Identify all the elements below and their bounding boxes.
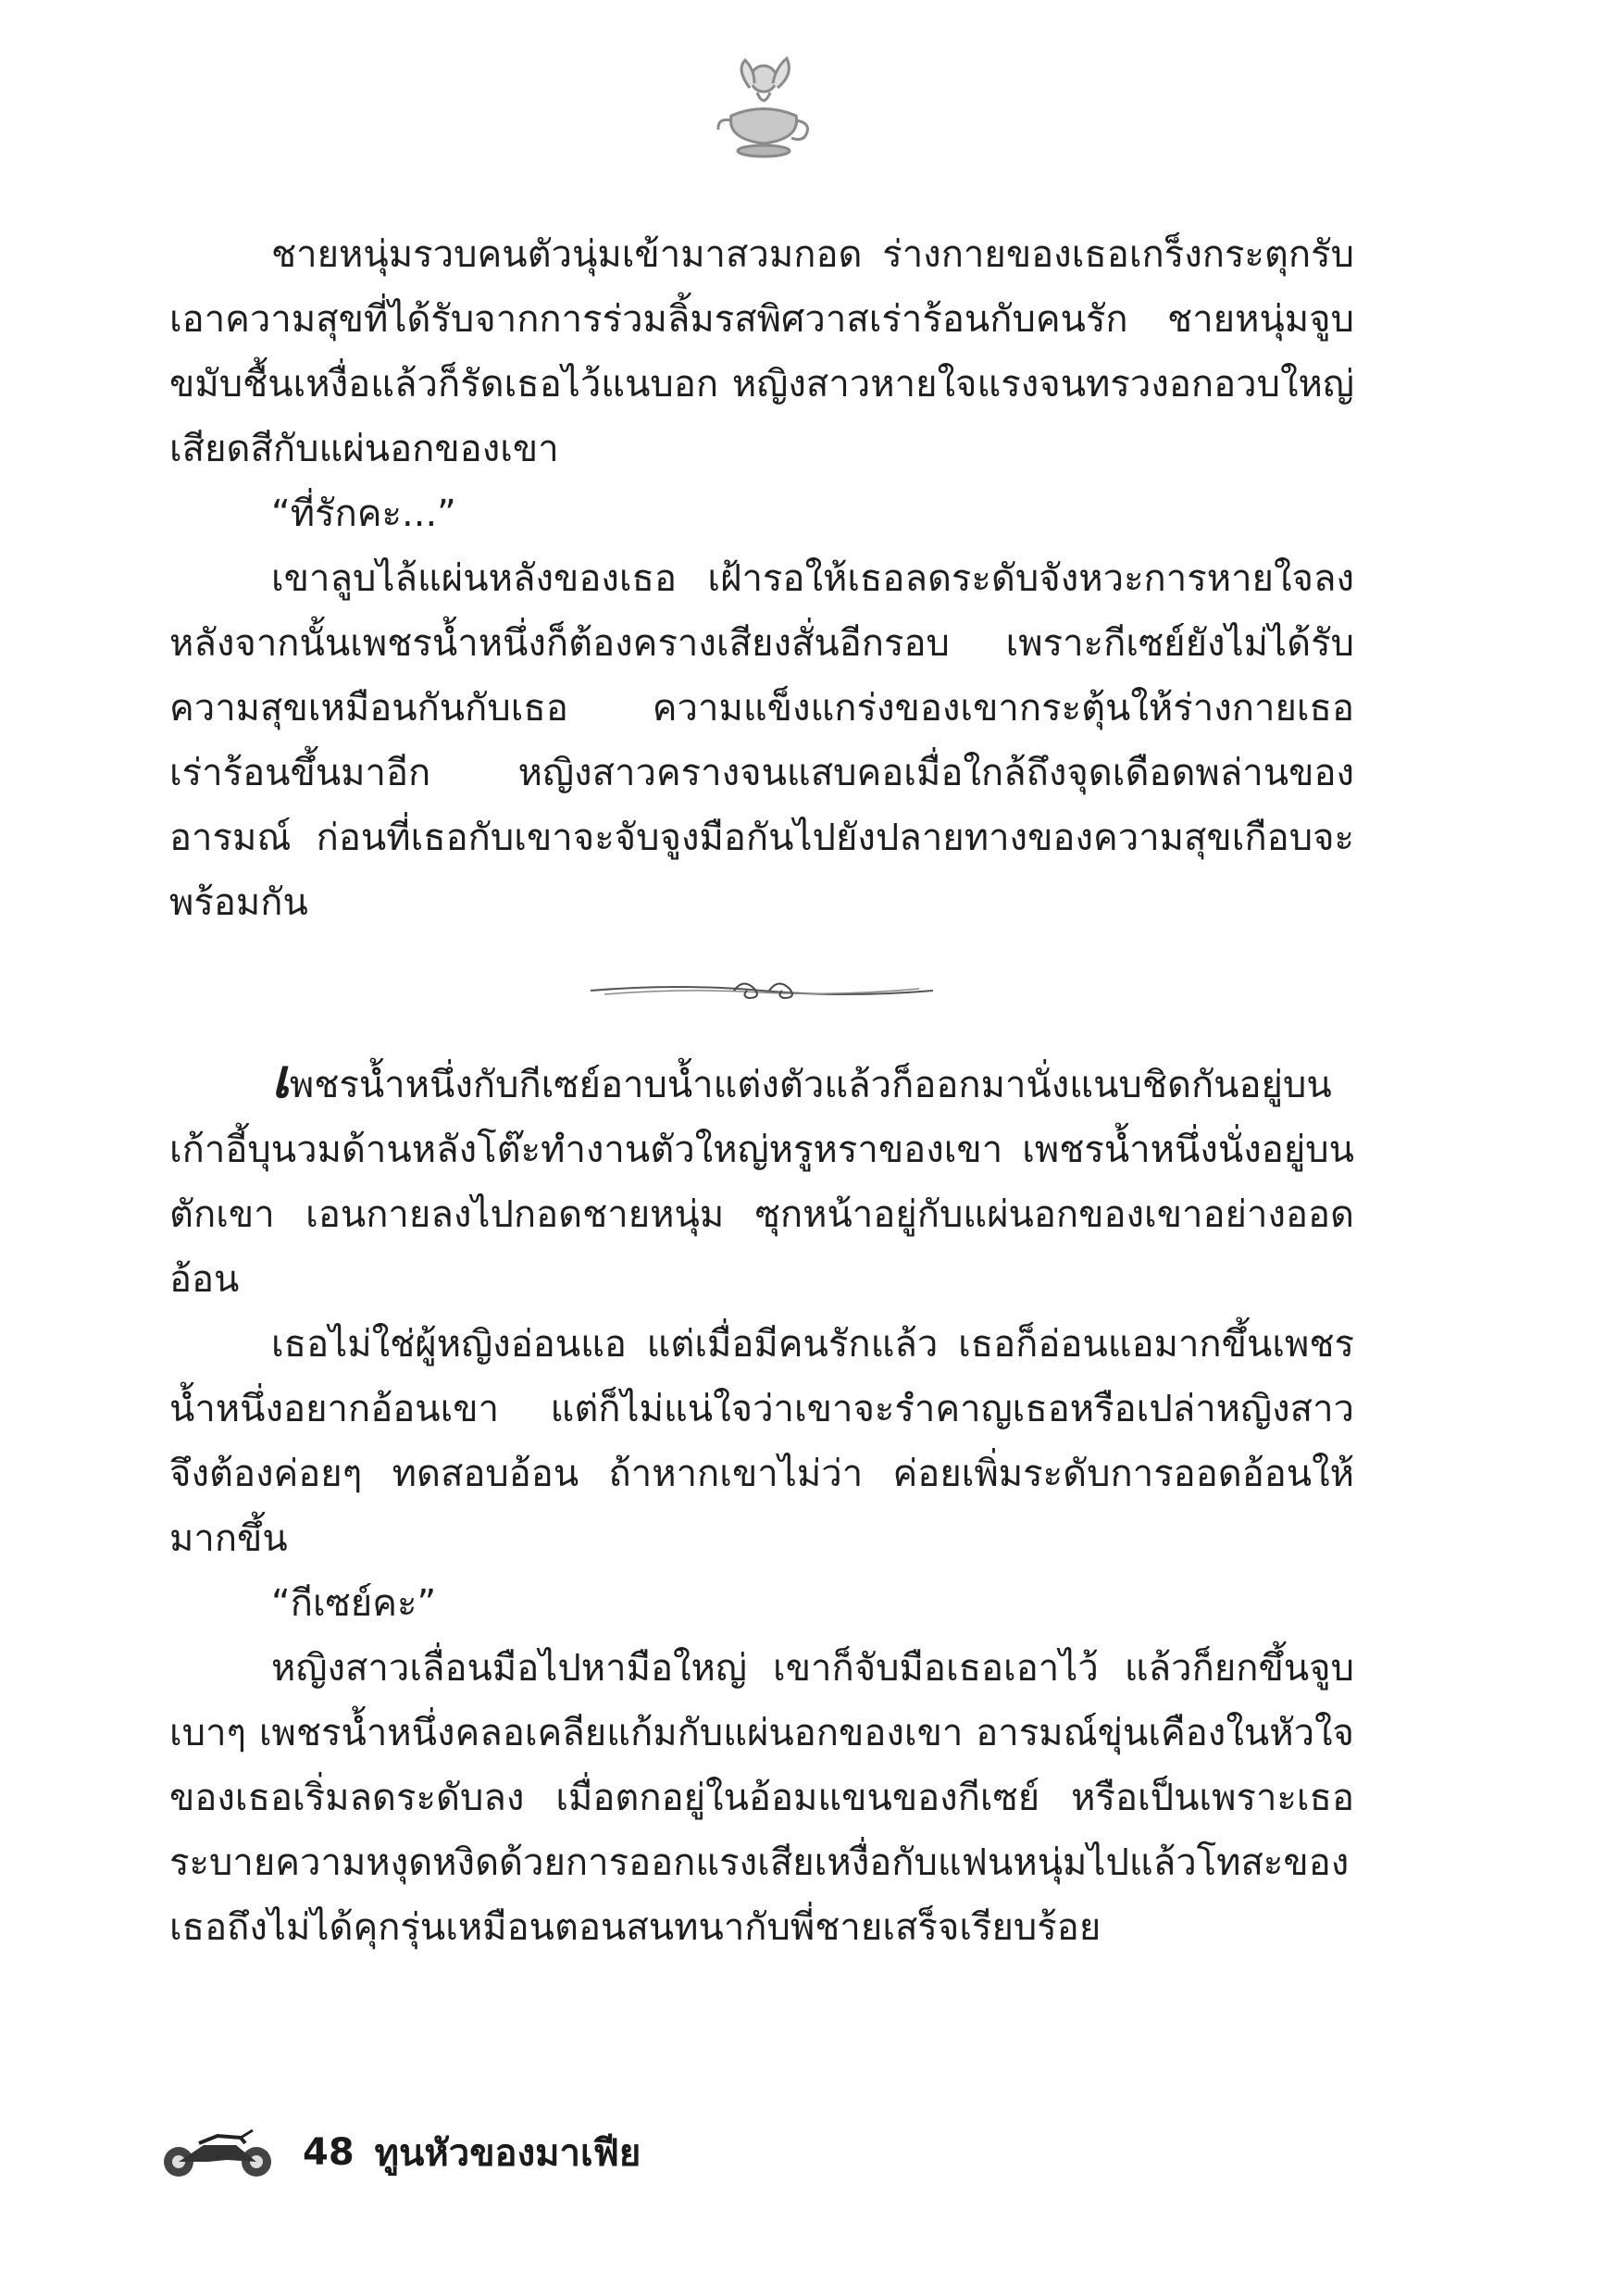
paragraph: เธอไม่ใช่ผู้หญิงอ่อนแอ แต่เมื่อมีคนรักแล้ว เธอก็อ่อนแอมากขึ้นเพชรน้ำหนึ่งอยากอ้อนเขา แต่ก็ไม่แน่ใจว่าเขาจะรำคาญเธอหรือเปล่าหญิงสาวจึงต้องค่อยๆ ทดสอบอ้อน ถ้าหากเขาไม่ว่า ค่อยเพิ่มระดับการออดอ้อนให้มากขึ้น	[169, 1323, 1354, 1560]
cherub-teapot-ornament-icon	[713, 51, 815, 167]
drop-cap: เ	[271, 1047, 290, 1110]
paragraph: ชายหนุ่มรวบคนตัวนุ่มเข้ามาสวมกอด ร่างกายของเธอเกร็งกระตุกรับเอาความสุขที่ได้รับจากการร่วมลิ้มรสพิศวาสเร่าร้อนกับคนรัก ชายหนุ่มจูบขมับชื้นเหงื่อแล้วก็รัดเธอไว้แนบอก หญิงสาวหายใจแรงจนทรวงอกอวบใหญ่เสียดสีกับแผ่นอกของเขา	[169, 233, 1354, 470]
motorcycle-icon	[153, 2125, 282, 2180]
flourish-divider-icon	[586, 972, 938, 1009]
section-divider	[169, 935, 1354, 1046]
page-number: 48	[303, 2131, 355, 2174]
dialogue-line: “ที่รักคะ...”	[271, 493, 456, 535]
paragraph: เขาลูบไล้แผ่นหลังของเธอ เฝ้ารอให้เธอลดระดับจังหวะการหายใจลงหลังจากนั้นเพชรน้ำหนึ่งก็ต้องครางเสียงสั่นอีกรอบ เพราะกีเซย์ยังไม่ได้รับความสุขเหมือนกันกับเธอ ความแข็งแกร่งของเขากระตุ้นให้ร่างกายเธอเร่าร้อนขึ้นมาอีก หญิงสาวครางจนแสบคอเมื่อใกล้ถึงจุดเดือดพล่านของอารมณ์ ก่อนที่เธอกับเขาจะจับจูงมือกันไปยังปลายทางของความสุขเกือบจะพร้อมกัน	[169, 557, 1354, 924]
page-body	[169, 222, 1354, 1960]
page-footer	[153, 2120, 641, 2185]
paragraph: หญิงสาวเลื่อนมือไปหามือใหญ่ เขาก็จับมือเธอเอาไว้ แล้วก็ยกขึ้นจูบเบาๆ เพชรน้ำหนึ่งคลอเคลียแก้มกับแผ่นอกของเขา อารมณ์ขุ่นเคืองในหัวใจของเธอเริ่มลดระดับลง เมื่อตกอยู่ในอ้อมแขนของกีเซย์ หรือเป็นเพราะเธอระบายความหงุดหงิดด้วยการออกแรงเสียเหงื่อกับแฟนหนุ่มไปแล้วโทสะของเธอถึงไม่ได้คุกรุ่นเหมือนตอนสนทนากับพี่ชายเสร็จเรียบร้อย	[169, 1647, 1354, 1949]
paragraph-text: พชรน้ำหนึ่งกับกีเซย์อาบน้ำแต่งตัวแล้วก็ออกมานั่งแนบชิดกันอยู่บนเก้าอี้บุนวมด้านหลังโต๊ะทำงานตัวใหญ่หรูหราของเขา เพชรน้ำหนึ่งนั่งอยู่บนตักเขา เอนกายลงไปกอดชายหนุ่ม ซุกหน้าอยู่กับแผ่นอกของเขาอย่างออดอ้อน	[169, 1064, 1354, 1301]
section-opening-paragraph	[169, 1046, 1354, 1312]
book-title: ทูนหัวของมาเฟีย	[374, 2132, 641, 2175]
dialogue-line: “กีเซย์คะ”	[271, 1582, 437, 1625]
